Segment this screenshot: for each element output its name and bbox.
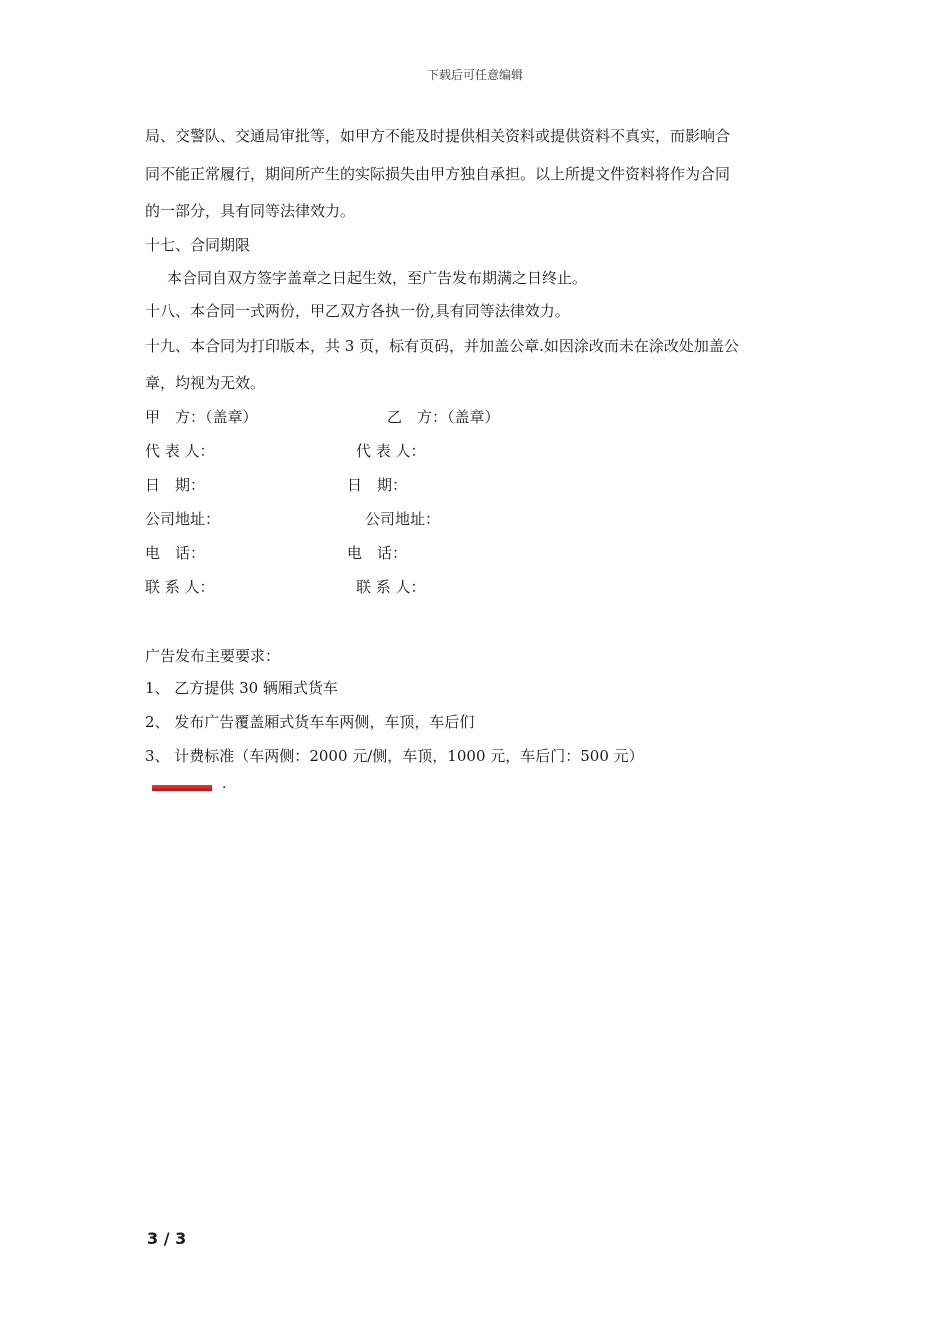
contact-b-label: 联 系 人：: [356, 578, 426, 596]
date-b-label: 日 期：: [347, 476, 408, 494]
section-18: 十八、本合同一式两份，甲乙双方各执一份,具有同等法律效力。: [145, 302, 570, 320]
party-b-label: 乙 方：（盖章）: [387, 408, 500, 426]
contact-a-label: 联 系 人：: [145, 578, 215, 596]
requirements-title: 广告发布主要要求：: [145, 647, 281, 665]
section-17-body: 本合同自双方签字盖章之日起生效，至广告发布期满之日终止。: [167, 269, 588, 287]
section-19-line2: 章，均视为无效。: [145, 374, 266, 392]
section-19-line1: 十九、本合同为打印版本，共 3 页，标有页码，并加盖公章.如因涂改而未在涂改处加盖公: [145, 337, 739, 355]
trailing-dot: .: [222, 776, 227, 792]
page-number: 3 / 3: [147, 1229, 187, 1248]
party-a-label: 甲 方：（盖章）: [145, 408, 258, 426]
date-a-label: 日 期：: [145, 476, 206, 494]
tel-b-label: 电 话：: [347, 544, 408, 562]
rep-a-label: 代 表 人：: [145, 442, 215, 460]
red-accent-bar: [152, 785, 212, 791]
section-17-title: 十七、合同期限: [145, 236, 251, 254]
addr-b-label: 公司地址：: [365, 510, 441, 528]
requirement-item: 3、 计费标准（车两侧：2000 元/侧，车顶，1000 元，车后门：500 元）: [145, 747, 644, 765]
tel-a-label: 电 话：: [145, 544, 206, 562]
addr-a-label: 公司地址：: [145, 510, 221, 528]
page-header: 下载后可任意编辑: [426, 68, 523, 82]
paragraph-line: 局、交警队、交通局审批等，如甲方不能及时提供相关资料或提供资料不真实，而影响合: [145, 127, 731, 145]
paragraph-line: 的一部分，具有同等法律效力。: [145, 202, 356, 220]
rep-b-label: 代 表 人：: [356, 442, 426, 460]
requirement-item: 2、 发布广告覆盖厢式货车车两侧，车顶，车后们: [145, 713, 475, 731]
requirement-item: 1、 乙方提供 30 辆厢式货车: [145, 679, 338, 697]
paragraph-line: 同不能正常履行，期间所产生的实际损失由甲方独自承担。以上所提文件资料将作为合同: [145, 165, 731, 183]
